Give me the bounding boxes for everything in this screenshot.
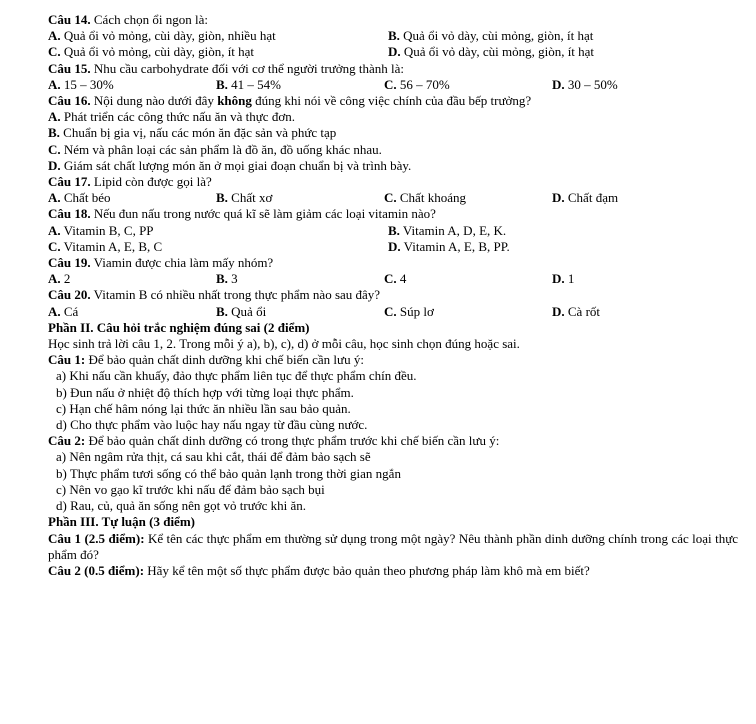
- option-d: D. Quả ổi vỏ dày, cùi mỏng, giòn, ít hạt: [388, 44, 595, 60]
- section-title-part-2: Phần II. Câu hỏi trắc nghiệm đúng sai (2 điểm): [48, 319, 310, 335]
- options-row: [48, 77, 738, 93]
- options-row: [48, 44, 738, 60]
- essay-question-1: [48, 531, 738, 563]
- question-number: Câu 17.: [48, 174, 91, 190]
- question-text: Để bảo quản chất dinh dưỡng có trong thực phẩm trước khi chế biến cần lưu ý:: [85, 433, 500, 449]
- question-17: [48, 174, 738, 190]
- option-d: D. Vitamin A, E, B, PP.: [388, 238, 510, 254]
- option-c: C. Chất khoáng: [384, 190, 466, 206]
- question-number: Câu 18.: [48, 206, 91, 222]
- essay-question-2: [48, 563, 738, 579]
- statement-a: a) Khi nấu cần khuấy, đảo thực phẩm liên tục để thực phẩm chín đều.: [56, 368, 417, 384]
- options-row: [48, 304, 738, 320]
- question-19: [48, 255, 738, 271]
- option-d: D. Chất đạm: [552, 190, 619, 206]
- statement-a: a) Nên ngâm rửa thịt, cá sau khi cắt, thái để đảm bảo sạch sẽ: [56, 449, 371, 465]
- question-text: Nhu cầu carbohydrate đối với cơ thể người trưởng thành là:: [90, 60, 405, 76]
- option-b: B. 41 – 54%: [216, 76, 282, 92]
- statement-d: d) Cho thực phẩm vào luộc hay nấu ngay từ đầu cùng nước.: [56, 417, 368, 433]
- question-18: [48, 206, 738, 222]
- options-row: [48, 239, 738, 255]
- question-14: [48, 12, 738, 28]
- option-b: B. Quả ổi: [216, 303, 267, 319]
- question-text: Kể tên các thực phẩm em thường sử dụng trong một ngày? Nêu thành phần dinh dưỡng chính trong các loại thực phẩm đó?: [48, 530, 739, 562]
- question-20: [48, 287, 738, 303]
- option-c: C. Ném và phân loại các sản phẩm là đồ ăn, đồ uống khác nhau.: [48, 141, 382, 157]
- question-number: Câu 14.: [48, 12, 91, 27]
- question-number: Câu 1 (2.5 điểm):: [48, 530, 145, 546]
- question-text: Cách chọn ổi ngon là:: [90, 12, 208, 27]
- question-number: Câu 2:: [48, 433, 86, 449]
- option-a: A. 2: [48, 271, 71, 287]
- question-number: Câu 15.: [48, 60, 91, 76]
- statement-c: c) Hạn chế hâm nóng lại thức ăn nhiều lần sau bảo quản.: [56, 400, 351, 416]
- statement-b: b) Đun nấu ở nhiệt độ thích hợp với từng loại thực phẩm.: [56, 384, 354, 400]
- question-text: Hãy kể tên một số thực phẩm được bảo quản theo phương pháp làm khô mà em biết?: [144, 562, 590, 578]
- section-title-part-3: Phần III. Tự luận (3 điểm): [48, 514, 195, 530]
- tf-question-2: [48, 433, 738, 449]
- option-b: B. Quả ổi vỏ dày, cùi mỏng, giòn, ít hạt: [388, 28, 594, 44]
- option-a: A. Cá: [48, 303, 79, 319]
- tf-question-1: [48, 352, 738, 368]
- statement-b: b) Thực phẩm tươi sống có thể bảo quản lạnh trong thời gian ngắn: [56, 465, 401, 481]
- question-text: Vitamin B có nhiều nhất trong thực phẩm nào sau đây?: [90, 287, 381, 303]
- option-b: B. 3: [216, 271, 238, 287]
- option-d: D. Giám sát chất lượng món ăn ở mọi giai đoạn chuẩn bị và trình bày.: [48, 157, 412, 173]
- question-16: Câu 16. Nội dung nào dưới đây không đúng khi nói về công việc chính của đầu bếp trưởng?: [48, 93, 532, 109]
- option-a: A. Phát triển các công thức nấu ăn và thực đơn.: [48, 109, 295, 125]
- options-row: [48, 28, 738, 44]
- option-b: B. Chất xơ: [216, 190, 273, 206]
- option-a: A. Chất béo: [48, 190, 111, 206]
- question-text: Nếu đun nấu trong nước quá kĩ sẽ làm giảm các loại vitamin nào?: [90, 206, 436, 222]
- options-row: [48, 223, 738, 239]
- options-row: [48, 190, 738, 206]
- question-number: Câu 1:: [48, 352, 86, 368]
- option-d: D. Cà rốt: [552, 303, 601, 319]
- option-c: C. Quả ổi vỏ mỏng, cùi dày, giòn, ít hạt: [48, 44, 255, 60]
- question-15: [48, 61, 738, 77]
- emphasis-word: không: [217, 93, 252, 109]
- question-number: Câu 20.: [48, 287, 91, 303]
- option-d: D. 30 – 50%: [552, 76, 618, 92]
- option-a: A. Vitamin B, C, PP: [48, 222, 154, 238]
- section-instruction: Học sinh trả lời câu 1, 2. Trong mỗi ý a), b), c), d) ở mỗi câu, học sinh chọn đúng hoặc sai.: [48, 336, 520, 352]
- question-number: Câu 2 (0.5 điểm):: [48, 562, 145, 578]
- question-number: Câu 16.: [48, 93, 91, 109]
- option-a: A. 15 – 30%: [48, 76, 114, 92]
- option-c: C. Vitamin A, E, B, C: [48, 238, 163, 254]
- question-number: Câu 19.: [48, 255, 91, 271]
- option-a: A. Quả ổi vỏ mỏng, cùi dày, giòn, nhiều hạt: [48, 28, 276, 44]
- question-text: Viamin được chia làm mấy nhóm?: [90, 255, 274, 271]
- option-c: C. 4: [384, 271, 407, 287]
- statement-c: c) Nên vo gạo kĩ trước khi nấu để đảm bảo sạch bụi: [56, 481, 325, 497]
- question-text: Lipid còn được gọi là?: [90, 174, 212, 190]
- options-row: [48, 271, 738, 287]
- question-text: Để bảo quản chất dinh dưỡng khi chế biến cần lưu ý:: [85, 352, 364, 368]
- option-c: C. 56 – 70%: [384, 76, 450, 92]
- option-c: C. Súp lơ: [384, 303, 434, 319]
- option-b: B. Vitamin A, D, E, K.: [388, 222, 507, 238]
- statement-d: d) Rau, củ, quả ăn sống nên gọt vỏ trước khi ăn.: [56, 498, 307, 514]
- option-b: B. Chuẩn bị gia vị, nấu các món ăn đặc sản và phức tạp: [48, 125, 337, 141]
- option-d: D. 1: [552, 271, 575, 287]
